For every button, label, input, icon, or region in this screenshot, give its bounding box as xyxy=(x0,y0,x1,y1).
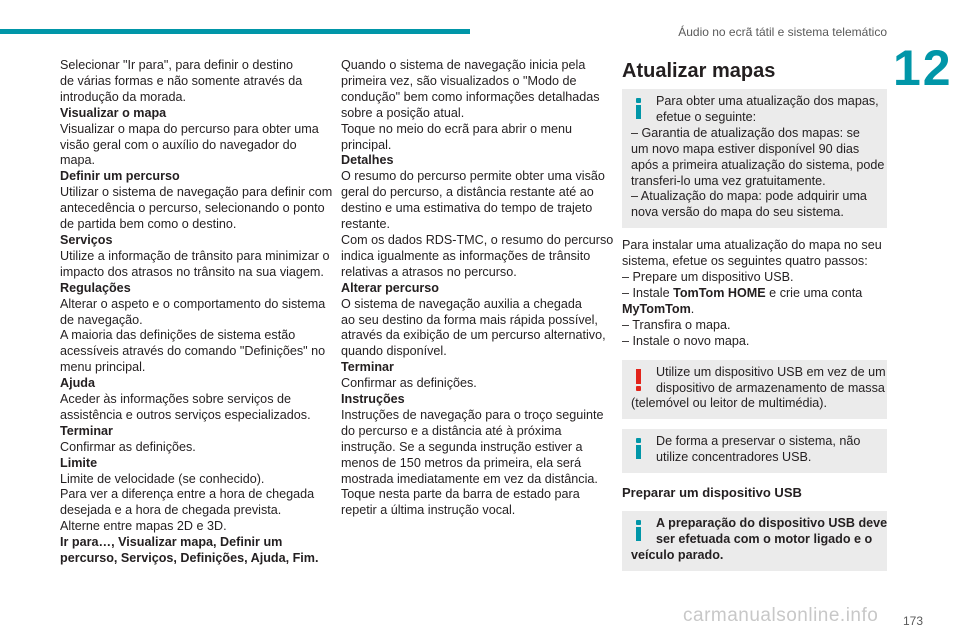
body-line: de navegação. xyxy=(60,312,143,327)
section-heading: Atualizar mapas xyxy=(622,60,776,82)
page-number: 173 xyxy=(903,614,924,628)
note-line: transferi-lo uma vez gratuitamente. xyxy=(631,173,826,188)
header-title: Áudio no ecrã tátil e sistema telemático xyxy=(678,25,887,39)
install-intro: Para instalar uma atualização do mapa no seu xyxy=(622,238,882,253)
body-line: desejada e a hora de chegada prevista. xyxy=(60,503,282,518)
body-line: ao seu destino da forma mais rápida possível, xyxy=(341,312,598,327)
section-label: Ajuda xyxy=(60,376,95,391)
body-line: introdução da morada. xyxy=(60,89,187,104)
info-icon xyxy=(636,438,641,459)
body-line: Limite de velocidade (se conhecido). xyxy=(60,471,265,486)
section-label: Limite xyxy=(60,455,98,470)
body-line: Alterar o aspeto e o comportamento do sistema xyxy=(60,296,326,311)
note-line: um novo mapa estiver disponível 90 dias xyxy=(631,141,860,156)
section-label: Alterar percurso xyxy=(341,280,439,295)
note-line: Utilize um dispositivo USB em vez de um xyxy=(656,364,886,379)
warning-note xyxy=(622,360,887,420)
body-line: Quando o sistema de navegação inicia pela xyxy=(341,58,586,72)
column-2 xyxy=(341,58,614,519)
body-line: menu principal. xyxy=(60,360,146,375)
note-line: utilize concentradores USB. xyxy=(656,450,812,465)
chapter-number: 12 xyxy=(893,40,953,96)
note-line: Para obter uma atualização dos mapas, xyxy=(656,94,879,108)
note-line: dispositivo de armazenamento de massa xyxy=(656,380,885,395)
body-line: de partida bem como o destino. xyxy=(60,217,237,232)
body-line: Toque no meio do ecrã para abrir o menu xyxy=(341,121,573,136)
section-label: Terminar xyxy=(60,423,113,438)
body-line: Confirmar as definições. xyxy=(60,439,196,454)
body-line: através da exibição de um percurso alternativo, xyxy=(341,328,606,343)
body-line: Utilizar o sistema de navegação para definir com xyxy=(60,185,333,200)
body-line: menos de 150 metros da primeira, ela será xyxy=(341,455,582,470)
body-line: acessíveis através do comando "Definições" no xyxy=(60,344,326,359)
note-line: nova versão do mapa do seu sistema. xyxy=(631,205,844,220)
section-label: percurso, Serviços, Definições, Ajuda, Fim. xyxy=(60,551,319,566)
install-steps xyxy=(622,238,887,349)
body-line: primeira vez, são visualizados o "Modo de xyxy=(341,73,577,88)
info-note-update xyxy=(622,89,887,228)
column-3 xyxy=(622,58,887,571)
body-line: Visualizar o mapa do percurso para obter uma xyxy=(60,121,319,136)
body-line: Aceder às informações sobre serviços de xyxy=(60,392,291,407)
section-label: Visualizar o mapa xyxy=(60,105,167,120)
info-icon xyxy=(636,98,641,119)
body-line: geral do percurso, a distância restante até ao xyxy=(341,185,594,200)
body-line: principal. xyxy=(341,137,392,152)
section-label: Terminar xyxy=(341,360,394,375)
column-1 xyxy=(60,58,333,567)
body-line: de várias formas e não somente através da xyxy=(60,73,303,88)
note-line: – Garantia de atualização dos mapas: se xyxy=(631,125,860,140)
note-line: efetue o seguinte: xyxy=(656,109,757,124)
body-line: antecedência o percurso, selecionando o ponto xyxy=(60,201,325,216)
section-label: Detalhes xyxy=(341,153,394,168)
body-line: quando disponível. xyxy=(341,344,447,359)
section-label: Instruções xyxy=(341,392,405,407)
subheading: Preparar um dispositivo USB xyxy=(622,485,802,501)
body-line: repetir a última instrução vocal. xyxy=(341,503,516,518)
watermark: carmanualsonline.info xyxy=(683,605,879,626)
section-label: Regulações xyxy=(60,280,131,295)
warning-icon xyxy=(636,369,641,391)
section-label: Ir para…, Visualizar mapa, Definir um xyxy=(60,535,283,550)
body-line: indica igualmente as informações de trânsito xyxy=(341,248,591,263)
note-line: (telemóvel ou leitor de multimédia). xyxy=(631,396,827,411)
body-line: A maioria das definições de sistema estão xyxy=(60,328,296,343)
body-line: destino e uma estimativa do tempo de trajeto xyxy=(341,201,593,216)
note-line: após a primeira atualização do sistema, pode xyxy=(631,157,885,172)
info-icon xyxy=(636,520,641,541)
body-line: condução" bem como informações detalhadas xyxy=(341,89,600,104)
info-note-usb-hub xyxy=(622,429,887,473)
body-line: restante. xyxy=(341,217,391,232)
body-line: Com os dados RDS-TMC, o resumo do percurso xyxy=(341,232,614,247)
body-line: do percurso e a distância até à próxima xyxy=(341,423,562,438)
note-line: ser efetuada com o motor ligado e o xyxy=(656,531,873,546)
body-line: Toque nesta parte da barra de estado para xyxy=(341,487,580,502)
body-line: Utilize a informação de trânsito para minimizar o xyxy=(60,248,330,263)
body-line: O resumo do percurso permite obter uma visão xyxy=(341,169,605,184)
install-step: – Instale TomTom HOME e crie uma conta xyxy=(622,285,863,300)
body-line: assistência e outros serviços especializados. xyxy=(60,407,311,422)
note-line: A preparação do dispositivo USB deve xyxy=(656,516,888,531)
section-label: Serviços xyxy=(60,232,113,247)
body-line: Para ver a diferença entre a hora de chegada xyxy=(60,487,315,502)
section-label: Definir um percurso xyxy=(60,169,180,184)
install-step: – Transfira o mapa. xyxy=(622,317,731,332)
body-line: relativas a atrasos no percurso. xyxy=(341,264,517,279)
body-line: impacto dos atrasos no trânsito na sua viagem. xyxy=(60,264,324,279)
install-step: MyTomTom. xyxy=(622,301,695,316)
body-line: Alterne entre mapas 2D e 3D. xyxy=(60,519,227,534)
note-line: veículo parado. xyxy=(631,547,724,562)
body-line: O sistema de navegação auxilia a chegada xyxy=(341,296,582,311)
info-note-prepare-usb xyxy=(622,511,887,571)
body-line: mostrada imediatamente em vez da distância. xyxy=(341,471,598,486)
install-step: – Instale o novo mapa. xyxy=(622,333,750,348)
body-line: Confirmar as definições. xyxy=(341,376,477,391)
body-line: sobre a posição atual. xyxy=(341,105,465,120)
body-line: mapa. xyxy=(60,153,96,168)
body-line: visão geral com o auxílio do navegador do xyxy=(60,137,297,152)
install-step: – Prepare um dispositivo USB. xyxy=(622,270,794,285)
header-accent-bar xyxy=(0,29,470,34)
note-line: – Atualização do mapa: pode adquirir uma xyxy=(631,189,867,204)
note-line: De forma a preservar o sistema, não xyxy=(656,434,861,449)
install-intro: sistema, efetue os seguintes quatro passos: xyxy=(622,254,868,269)
body-line: instrução. Se a segunda instrução estiver a xyxy=(341,439,583,454)
body-line: Instruções de navegação para o troço seguinte xyxy=(341,407,604,422)
body-line: Selecionar "Ir para", para definir o destino xyxy=(60,58,293,72)
